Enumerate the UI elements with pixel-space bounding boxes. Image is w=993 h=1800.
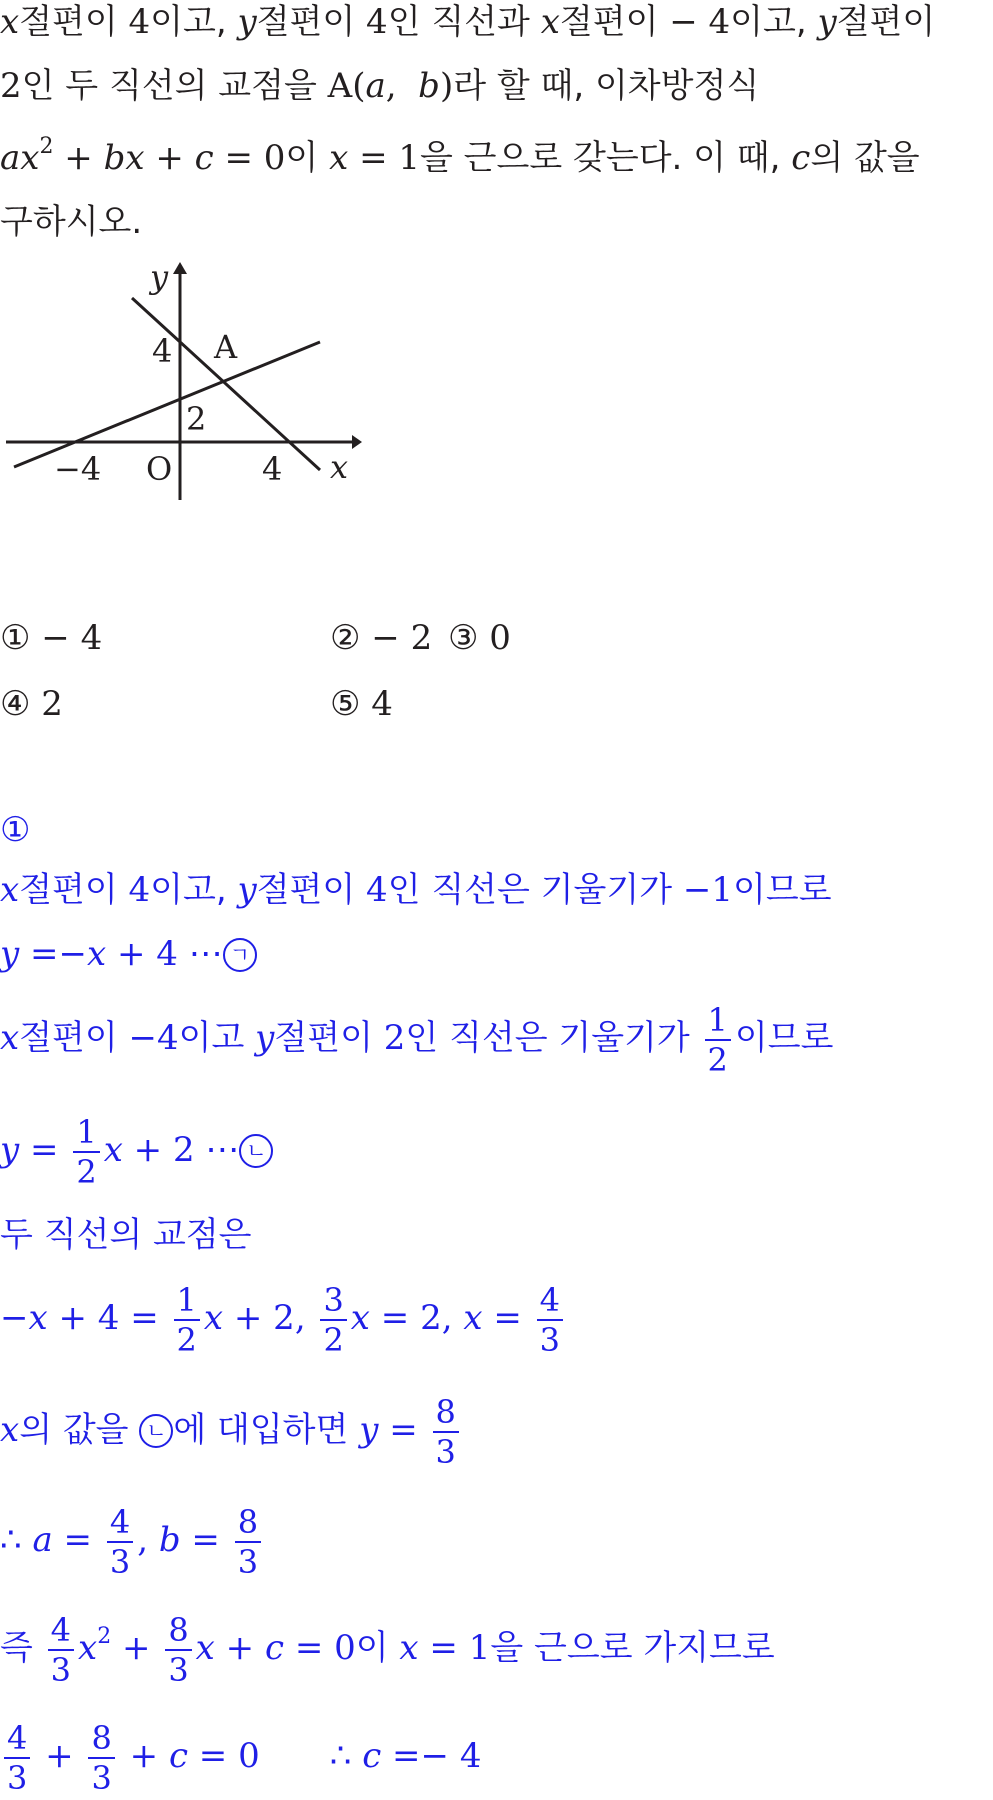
choice-5[interactable]: ⑤ 4 [330,684,393,724]
y-axis-arrow [173,262,187,274]
y-tick-2: 2 [186,400,207,438]
label-nieun: ㄴ [139,1414,173,1448]
solution-line-3: x절편이 −4이고 y절편이 2인 직선은 기울기가 $\frac{1}{2}$ 이므로 [0,1000,834,1079]
x-tick-4: 4 [262,450,283,488]
choice-3[interactable]: ③ 0 [448,618,511,658]
solution-line-1: x절편이 4이고, y절편이 4인 직선은 기울기가 −1이므로 [0,870,832,910]
solution-line-10: $\frac{4}{3}$ + $\frac{8}{3}$ + c = 0 ∴ c =− 4 [0,1716,481,1796]
solution-line-7: x의 값을 ㄴ 에 대입하면 y = $\frac{8}{3}$ [0,1390,463,1470]
solution-line-6: −x + 4 = $\frac{1}{2}$ x + 2, $\frac{3}{2}$ x = 2, x = $\frac{4}{3}$ [0,1278,567,1358]
coordinate-graph [0,262,370,512]
x-axis-label: x [330,448,349,486]
solution-answer: ① [0,810,31,850]
origin-label: O [146,450,173,488]
solution-line-9: 즉 $\frac{4}{3}$ $x^2$ + $\frac{8}{3}$ x + c = 0이 x = 1을 근으로 가지므로 [0,1610,775,1689]
y-axis-label: y [150,262,169,296]
choice-2[interactable]: ② − 2 [330,618,433,658]
point-a-label: A [214,328,238,366]
label-nieun: ㄴ [239,1134,273,1168]
solution-line-5: 두 직선의 교점은 [0,1215,252,1255]
solution-line-4: y = $\frac{1}{2}$ x + 2 ⋯ ㄴ [0,1110,273,1190]
problem-line-4: 구하시오. [0,202,143,242]
choice-1[interactable]: ① − 4 [0,618,103,658]
label-giyeok: ㄱ [223,938,257,972]
problem-line-1: x절편이 4이고, y절편이 4인 직선과 x절편이 − 4이고, y절편이 [0,2,936,42]
var-x: x [0,2,20,42]
line-a [132,298,320,470]
solution-line-2: y =−x + 4 ⋯ ㄱ [0,934,257,974]
problem-line-2: 2인 두 직선의 교점을 A(a, b)라 할 때, 이차방정식 [0,66,760,106]
x-axis-arrow [352,435,362,449]
x-tick-neg4: −4 [54,450,102,488]
y-tick-4: 4 [152,332,173,370]
problem-line-3: $ax^2$ + bx + c = 0이 x = 1을 근으로 갖는다. 이 때, c의 값을 [0,134,920,178]
fraction: $\frac{1}{2}$ [705,1004,731,1076]
solution-line-8: ∴ a = $\frac{4}{3}$ , b = $\frac{8}{3}$ [0,1500,265,1580]
choice-4[interactable]: ④ 2 [0,684,63,724]
